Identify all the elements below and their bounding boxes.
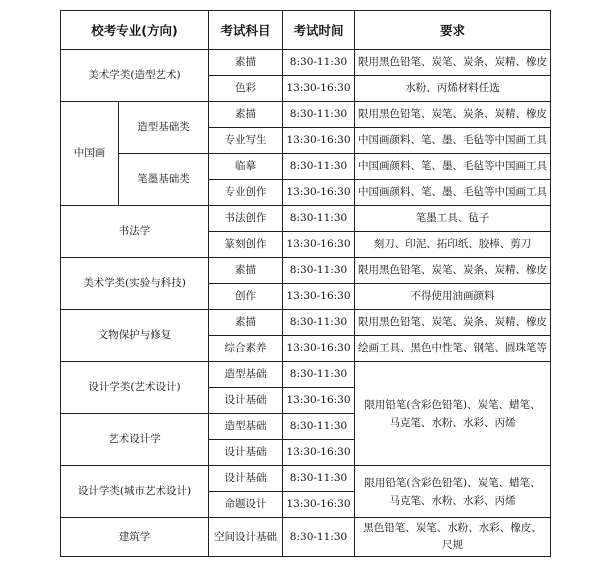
subject-cell: 空间设计基础 bbox=[209, 518, 283, 557]
header-time: 考试时间 bbox=[283, 11, 355, 50]
requirement-cell: 绘画工具、黑色中性笔、钢笔、圆珠笔等 bbox=[355, 336, 551, 362]
requirement-cell: 笔墨工具、毡子 bbox=[355, 206, 551, 232]
time-cell: 8:30-11:30 bbox=[283, 50, 355, 76]
subject-cell: 创作 bbox=[209, 284, 283, 310]
time-cell: 13:30-16:30 bbox=[283, 232, 355, 258]
requirement-cell: 中国画颜料、笔、墨、毛毡等中国画工具 bbox=[355, 154, 551, 180]
requirement-cell: 刻刀、印泥、拓印纸、胶棒、剪刀 bbox=[355, 232, 551, 258]
major-cell: 建筑学 bbox=[61, 518, 209, 557]
table-row bbox=[61, 310, 551, 336]
time-cell: 8:30-11:30 bbox=[283, 154, 355, 180]
time-cell: 8:30-11:30 bbox=[283, 206, 355, 232]
direction-cell: 笔墨基础类 bbox=[119, 154, 209, 206]
time-cell: 8:30-11:30 bbox=[283, 258, 355, 284]
header-major: 校考专业(方向) bbox=[61, 11, 209, 50]
subject-cell: 造型基础 bbox=[209, 362, 283, 388]
subject-cell: 设计基础 bbox=[209, 388, 283, 414]
subject-cell: 素描 bbox=[209, 310, 283, 336]
subject-cell: 素描 bbox=[209, 258, 283, 284]
subject-cell: 设计基础 bbox=[209, 440, 283, 466]
subject-cell: 设计基础 bbox=[209, 466, 283, 492]
time-cell: 8:30-11:30 bbox=[283, 466, 355, 492]
time-cell: 13:30-16:30 bbox=[283, 76, 355, 102]
table-row bbox=[61, 518, 551, 557]
exam-schedule-table bbox=[60, 10, 551, 557]
table-row bbox=[61, 102, 551, 128]
requirement-cell: 限用黑色铅笔、炭笔、炭条、炭精、橡皮 bbox=[355, 102, 551, 128]
time-cell: 13:30-16:30 bbox=[283, 284, 355, 310]
subject-cell: 素描 bbox=[209, 102, 283, 128]
requirement-cell: 中国画颜料、笔、墨、毛毡等中国画工具 bbox=[355, 128, 551, 154]
requirement-cell: 限用铅笔(含彩色铅笔)、炭笔、蜡笔、马克笔、水粉、水彩、丙烯 bbox=[355, 466, 551, 518]
requirement-cell: 不得使用油画颜料 bbox=[355, 284, 551, 310]
requirement-cell: 黑色铅笔、炭笔、水粉、水彩、橡皮、尺规 bbox=[355, 518, 551, 557]
time-cell: 8:30-11:30 bbox=[283, 102, 355, 128]
time-cell: 13:30-16:30 bbox=[283, 440, 355, 466]
time-cell: 8:30-11:30 bbox=[283, 310, 355, 336]
requirement-cell: 限用黑色铅笔、炭笔、炭条、炭精、橡皮 bbox=[355, 258, 551, 284]
subject-cell: 命题设计 bbox=[209, 492, 283, 518]
time-cell: 13:30-16:30 bbox=[283, 388, 355, 414]
requirement-cell: 限用黑色铅笔、炭笔、炭条、炭精、橡皮 bbox=[355, 310, 551, 336]
time-cell: 13:30-16:30 bbox=[283, 180, 355, 206]
subject-cell: 素描 bbox=[209, 50, 283, 76]
major-cell: 美术学类(造型艺术) bbox=[61, 50, 209, 102]
table-row bbox=[61, 206, 551, 232]
subject-cell: 造型基础 bbox=[209, 414, 283, 440]
table-row bbox=[61, 50, 551, 76]
time-cell: 8:30-11:30 bbox=[283, 414, 355, 440]
subject-cell: 专业写生 bbox=[209, 128, 283, 154]
table-row bbox=[61, 258, 551, 284]
major-cell: 书法学 bbox=[61, 206, 209, 258]
table-row bbox=[61, 154, 551, 180]
time-cell: 13:30-16:30 bbox=[283, 492, 355, 518]
time-cell: 13:30-16:30 bbox=[283, 128, 355, 154]
header-row bbox=[61, 11, 551, 50]
major-cell: 设计学类(城市艺术设计) bbox=[61, 466, 209, 518]
header-subject: 考试科目 bbox=[209, 11, 283, 50]
subject-cell: 篆刻创作 bbox=[209, 232, 283, 258]
time-cell: 8:30-11:30 bbox=[283, 362, 355, 388]
requirement-cell: 中国画颜料、笔、墨、毛毡等中国画工具 bbox=[355, 180, 551, 206]
table-row bbox=[61, 466, 551, 492]
requirement-cell: 限用铅笔(含彩色铅笔)、炭笔、蜡笔、马克笔、水粉、水彩、丙烯 bbox=[355, 362, 551, 466]
major-cell: 中国画 bbox=[61, 102, 119, 206]
time-cell: 13:30-16:30 bbox=[283, 336, 355, 362]
requirement-cell: 限用黑色铅笔、炭笔、炭条、炭精、橡皮 bbox=[355, 50, 551, 76]
direction-cell: 造型基础类 bbox=[119, 102, 209, 154]
subject-cell: 书法创作 bbox=[209, 206, 283, 232]
major-cell: 设计学类(艺术设计) bbox=[61, 362, 209, 414]
requirement-cell: 水粉、丙烯材料任选 bbox=[355, 76, 551, 102]
major-cell: 艺术设计学 bbox=[61, 414, 209, 466]
major-cell: 文物保护与修复 bbox=[61, 310, 209, 362]
subject-cell: 专业创作 bbox=[209, 180, 283, 206]
table-row bbox=[61, 362, 551, 388]
subject-cell: 综合素养 bbox=[209, 336, 283, 362]
time-cell: 8:30-11:30 bbox=[283, 518, 355, 557]
subject-cell: 色彩 bbox=[209, 76, 283, 102]
header-requirement: 要求 bbox=[355, 11, 551, 50]
subject-cell: 临摹 bbox=[209, 154, 283, 180]
major-cell: 美术学类(实验与科技) bbox=[61, 258, 209, 310]
